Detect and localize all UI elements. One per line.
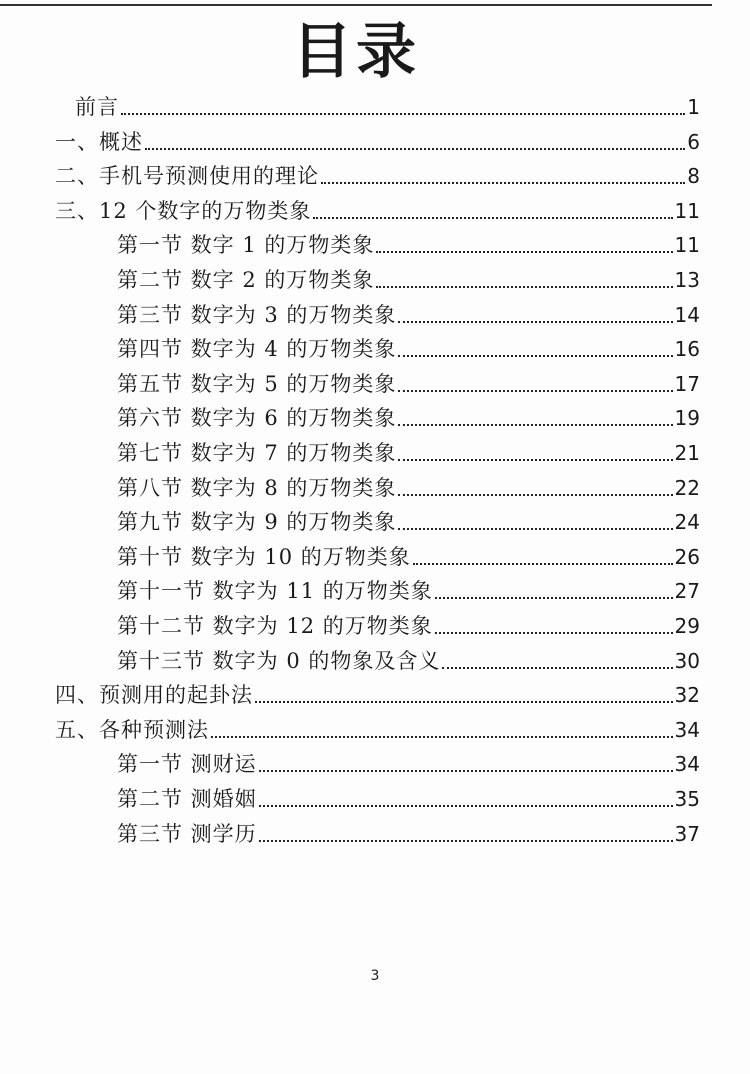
- toc-entry[interactable]: [117, 228, 700, 262]
- toc-entry-page: 21: [674, 441, 700, 465]
- toc-entry-label: 第一节 测财运: [117, 752, 257, 777]
- toc-entry-page: 17: [674, 371, 700, 396]
- toc-entry-page: 13: [674, 268, 700, 292]
- toc-leader-dots: [398, 528, 672, 530]
- toc-leader-dots: [313, 217, 672, 219]
- toc-entry-label: 第一节 数字 1 的万物类象: [117, 233, 375, 258]
- toc-entry[interactable]: [117, 298, 700, 332]
- toc-leader-dots: [442, 667, 672, 669]
- toc-entry[interactable]: [117, 401, 700, 435]
- toc-entry-page: 11: [674, 233, 700, 258]
- toc-entry-page: 19: [674, 406, 700, 431]
- toc-entry[interactable]: [55, 713, 700, 747]
- toc-entry-page: 22: [674, 475, 700, 500]
- toc-leader-dots: [211, 736, 673, 738]
- toc-entry-page: 26: [674, 544, 700, 569]
- toc-entry[interactable]: [117, 574, 700, 608]
- toc-entry-label: 第二节 测婚姻: [117, 787, 257, 811]
- toc-entry-label: 第三节 数字为 3 的万物类象: [117, 302, 397, 327]
- toc-entry-page: 24: [674, 510, 700, 535]
- toc-entry[interactable]: [117, 505, 700, 539]
- toc-entry[interactable]: [75, 90, 700, 124]
- toc-entry[interactable]: [117, 609, 700, 643]
- toc-entry-label: 第五节 数字为 5 的万物类象: [117, 371, 397, 396]
- toc-entry-label: 前言: [75, 95, 119, 119]
- toc-entry[interactable]: [117, 332, 700, 366]
- toc-entry[interactable]: [117, 747, 700, 781]
- toc-entry[interactable]: [55, 678, 700, 712]
- toc-leader-dots: [121, 113, 685, 115]
- toc-entry-page: 32: [674, 683, 700, 708]
- toc-entry-page: 16: [674, 337, 700, 362]
- toc-leader-dots: [413, 563, 673, 565]
- toc-entry-label: 第十二节 数字为 12 的万物类象: [117, 614, 433, 638]
- toc-entry[interactable]: [117, 263, 700, 297]
- toc-leader-dots: [259, 840, 673, 842]
- toc-entry-page: 27: [674, 579, 700, 604]
- toc-leader-dots: [145, 148, 685, 150]
- toc-entry[interactable]: [55, 125, 700, 159]
- toc-entry-label: 第九节 数字为 9 的万物类象: [117, 510, 397, 535]
- toc-entry-page: 14: [674, 302, 700, 327]
- page-title: 目录: [292, 17, 420, 87]
- toc-entry-label: 第十三节 数字为 0 的物象及含义: [117, 648, 441, 673]
- toc-entry-page: 6: [687, 129, 700, 154]
- toc-leader-dots: [398, 459, 672, 461]
- toc-leader-dots: [398, 390, 672, 392]
- toc-entry-label: 第六节 数字为 6 的万物类象: [117, 406, 397, 431]
- toc-entry[interactable]: [117, 644, 700, 678]
- toc-entry-label: 五、各种预测法: [55, 717, 209, 742]
- page-number: 3: [370, 968, 380, 984]
- toc-entry[interactable]: [117, 471, 700, 505]
- toc-entry[interactable]: [117, 436, 700, 470]
- toc-leader-dots: [435, 597, 673, 599]
- toc-entry-label: 三、12 个数字的万物类象: [55, 198, 312, 223]
- toc-entry-page: 30: [674, 648, 700, 673]
- toc-leader-dots: [255, 701, 673, 703]
- toc-entry-label: 四、预测用的起卦法: [55, 683, 253, 708]
- toc-entry-label: 第十节 数字为 10 的万物类象: [117, 544, 411, 569]
- toc-entry-label: 第三节 测学历: [117, 821, 257, 846]
- toc-leader-dots: [259, 770, 673, 772]
- toc-entry[interactable]: [117, 782, 700, 816]
- toc-entry-page: 37: [674, 821, 700, 846]
- top-rule: [0, 4, 712, 6]
- toc-leader-dots: [435, 632, 673, 634]
- toc-entry-page: 8: [687, 164, 700, 189]
- toc-entry[interactable]: [117, 540, 700, 574]
- toc-entry[interactable]: [55, 194, 700, 228]
- toc-leader-dots: [376, 251, 672, 253]
- toc-entry[interactable]: [117, 817, 700, 851]
- toc-entry-label: 二、手机号预测使用的理论: [55, 164, 319, 189]
- toc-leader-dots: [398, 424, 672, 426]
- toc-leader-dots: [398, 494, 672, 496]
- toc-entry-page: 1: [687, 95, 700, 119]
- toc-entry[interactable]: [117, 367, 700, 401]
- toc-entry-label: 第四节 数字为 4 的万物类象: [117, 337, 397, 362]
- toc-entry-label: 第二节 数字 2 的万物类象: [117, 268, 375, 292]
- toc-leader-dots: [398, 321, 672, 323]
- toc-entry-label: 第八节 数字为 8 的万物类象: [117, 475, 397, 500]
- toc-entry[interactable]: [55, 159, 700, 193]
- toc-entry-page: 34: [674, 717, 700, 742]
- toc-entry-page: 11: [674, 198, 700, 223]
- toc-entry-label: 一、概述: [55, 129, 143, 154]
- toc-leader-dots: [376, 286, 672, 288]
- toc-entry-page: 29: [674, 614, 700, 638]
- toc-entry-page: 34: [674, 752, 700, 777]
- toc-entry-label: 第十一节 数字为 11 的万物类象: [117, 579, 433, 604]
- toc-entry-label: 第七节 数字为 7 的万物类象: [117, 441, 397, 465]
- toc-leader-dots: [259, 805, 673, 807]
- toc-leader-dots: [321, 182, 685, 184]
- toc-leader-dots: [398, 355, 672, 357]
- toc-entry-page: 35: [674, 787, 700, 811]
